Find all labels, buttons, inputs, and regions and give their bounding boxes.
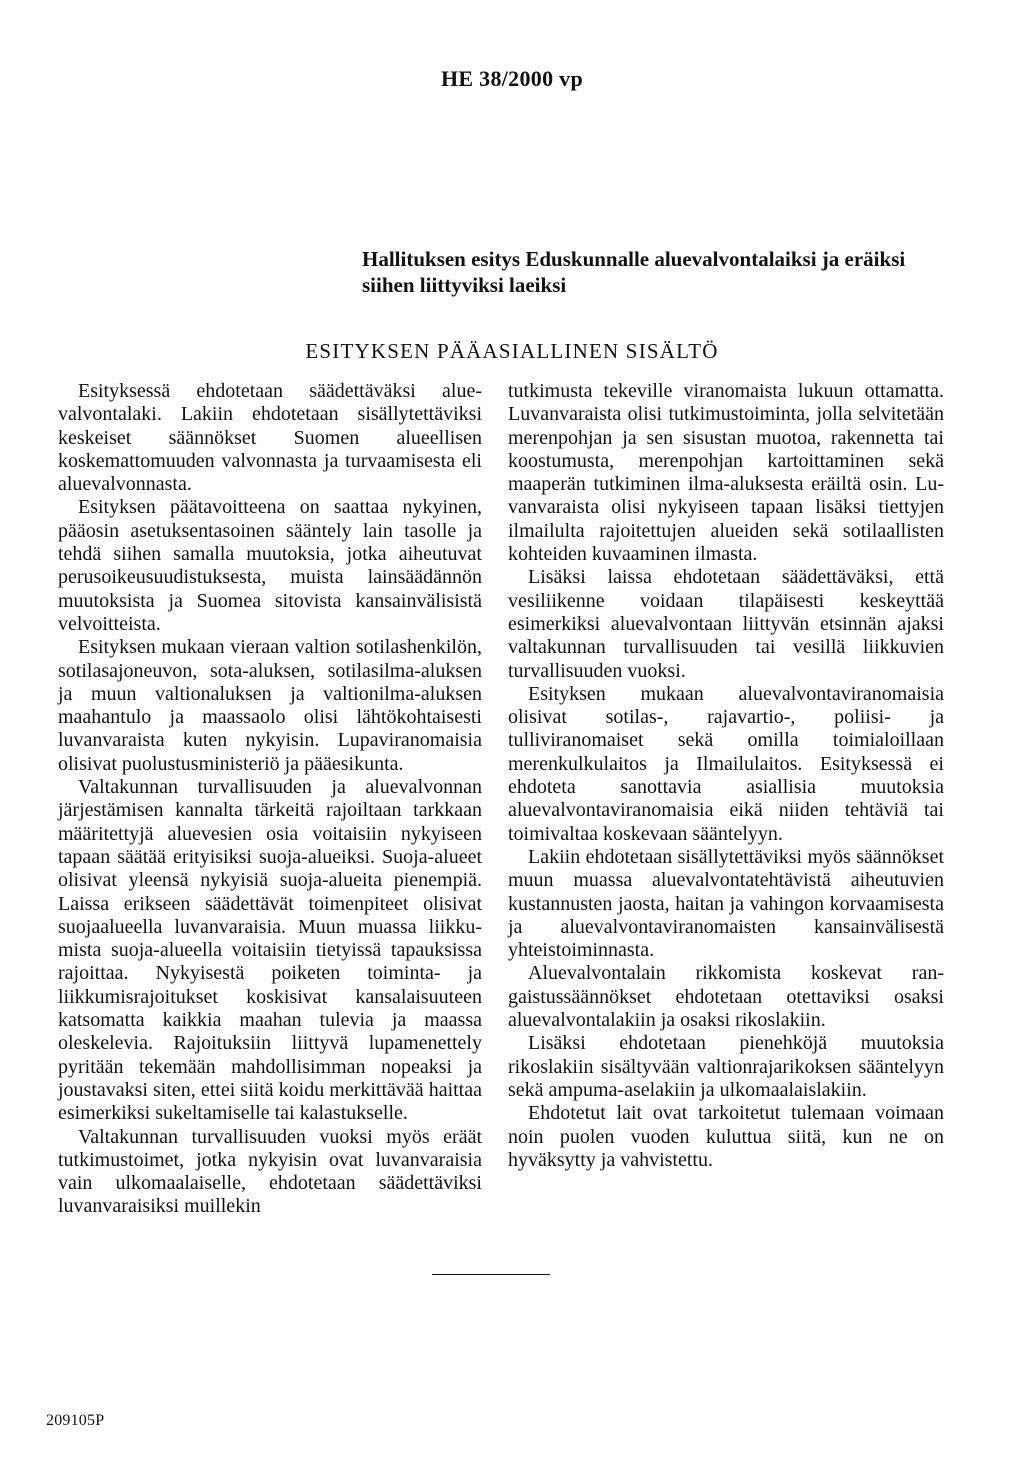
paragraph: Valtakunnan turvallisuuden vuoksi myös eräät tutkimustoimet, jotka nykyisin ovat luvanvaraisia vain ulkomaalaiselle, ehdotetaan säädettäviksi luvanvaraisiksi muillekin (58, 1125, 482, 1218)
paragraph: Esityksessä ehdotetaan säädettäväksi aluevalvontalaki. Lakiin ehdotetaan sisällytettäviksi keskeiset säännökset Suomen alueellisen koskemattomuuden valvonnasta ja turvaamisesta eli aluevalvonnasta. (58, 380, 482, 496)
right-column (508, 380, 944, 1172)
left-column (58, 380, 482, 1219)
paragraph: Aluevalvontalain rikkomista koskevat rangaistussäännökset ehdotetaan otettaviksi osaksi aluevalvontalakiin ja osaksi rikoslakiin. (508, 962, 944, 1032)
end-rule (432, 1274, 550, 1275)
print-code: 209105P (46, 1412, 105, 1429)
paragraph: Ehdotetut lait ovat tarkoitetut tulemaan voimaan noin puolen vuoden kuluttua siitä, kun ne on hyväksytty ja vahvistettu. (508, 1102, 944, 1171)
paragraph: Lisäksi laissa ehdotetaan säädettäväksi, että vesiliikenne voidaan tilapäisesti keskeyttää esimerkiksi aluevalvontaan liittyvän etsinnän ajaksi valtakunnan turvallisuuden tai vesillä liikkuvien turvallisuuden vuoksi. (508, 566, 944, 682)
paragraph: Lisäksi ehdotetaan pienehköjä muutoksia rikoslakiin sisältyvään valtionrajarikoksen sääntelyyn sekä ampuma-aselakiin ja ulkomaalaislakiin. (508, 1032, 944, 1101)
paragraph: Esityksen päätavoitteena on saattaa nykyinen, pääosin asetuksentasoinen sääntely lain tasolle ja tehdä siihen samalla muutoksia, jotka aiheutuvat perusoikeusuudistuksesta, muista lainsäädännön muutoksista ja Suomea sitovista kansainvälisistä velvoitteista. (58, 496, 482, 635)
paragraph: Lakiin ehdotetaan sisällytettäviksi myös säännökset muun muassa aluevalvontatehtävistä aiheutuvien kustannusten jaosta, haitan ja vahingon korvaamisesta ja aluevalvontaviranomaisten kansainvälisestä yhteistoiminnasta. (508, 845, 944, 962)
document-number: HE 38/2000 vp (440, 66, 584, 91)
section-heading: ESITYKSEN PÄÄASIALLINEN SISÄLTÖ (305, 339, 719, 363)
paragraph: Valtakunnan turvallisuuden ja aluevalvonnan järjestämisen kannalta tärkeitä rajoiltaan tarkkaan määritettyjä aluevesien osia voitaisiin nykyiseen tapaan säätää erityisiksi suoja-alueiksi. Suoja-alueet olisivat yleensä nykyisiä suoja-alueita pienempiä. Laissa erikseen säädettävät toimenpiteet olisivat suojaalueella luvanvaraisia. Muun muassa liikkumista suoja-alueella voitaisiin tietyissä tapauksissa rajoittaa. Nykyisestä poiketen toiminta- ja liikkumisrajoitukset koskisivat kansalaisuuteen katsomatta kaikkia maahan tulevia ja maassa oleskelevia. Rajoituksiin liittyvä lupamenettely pyritään tekemään mahdollisimman nopeaksi ja joustavaksi siten, ettei siitä koidu merkittävää haittaa esimerkiksi sukeltamiselle tai kalastukselle. (58, 776, 482, 1125)
paragraph: Esityksen mukaan aluevalvontaviranomaisia olisivat sotilas-, rajavartio-, poliisi- ja tulliviranomaiset sekä omilla toimialoillaan merenkulkulaitos ja Ilmailulaitos. Esityksessä ei ehdoteta sanottavia asiallisia muutoksia aluevalvontaviranomaisia eikä niiden tehtäviä tai toimivaltaa koskevaan sääntelyyn. (508, 682, 944, 845)
paragraph: tutkimusta tekeville viranomaista lukuun ottamatta. Luvanvaraista olisi tutkimustoiminta, jolla selvitetään merenpohjan ja sen sisustan muotoa, rakennetta tai koostumusta, merenpohjan kartoittaminen sekä maaperän tutkiminen ilma-aluksesta eräiltä osin. Luvanvaraista olisi nykyiseen tapaan lisäksi tiettyjen ilmailulta rajoitettujen alueiden sekä sotilaallisten kohteiden kuvaaminen ilmasta. (508, 380, 944, 566)
paragraph: Esityksen mukaan vieraan valtion sotilashenkilön, sotilasajoneuvon, sota-aluksen, sotilasilma-aluksen ja muun valtionaluksen ja valtionilma-aluksen maahantulo ja maassaolo olisi lähtökohtaisesti luvanvaraista kuten nykyisin. Lupaviranomaisia olisivat puolustusministeriö ja pääesikunta. (58, 636, 482, 775)
document-title: Hallituksen esitys Eduskunnalle aluevalvontalaiksi ja eräiksi siihen liittyviksi laeiksi (362, 247, 906, 297)
